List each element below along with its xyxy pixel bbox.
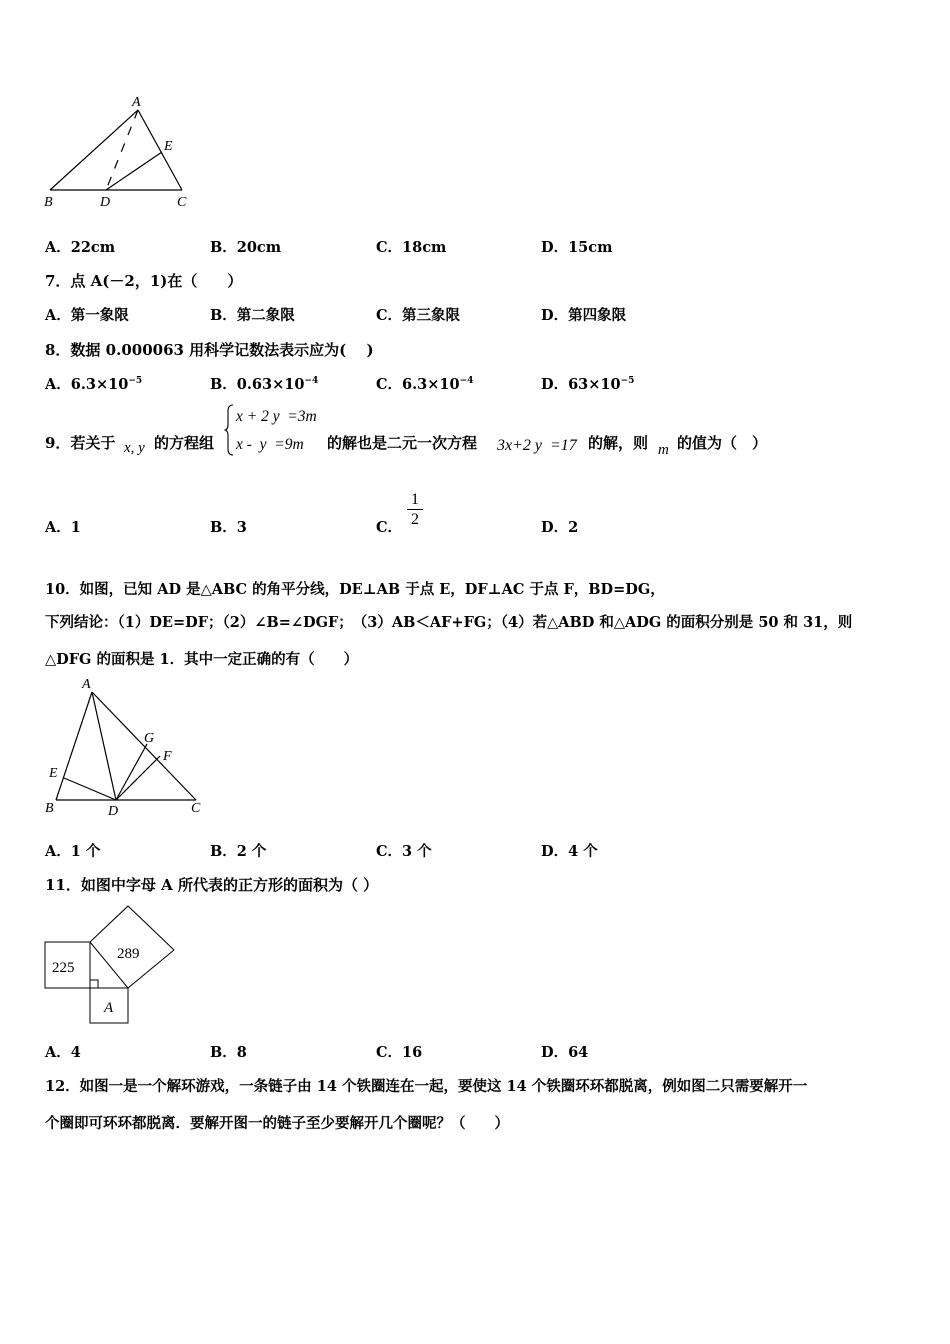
q7-option-c: C．第三象限 [376, 307, 461, 324]
q6-option-c: C．18cm [376, 239, 447, 256]
q8-option-c-letter: C． [376, 376, 403, 393]
q9-option-d: D．2 [541, 519, 579, 536]
q11-label-225: 225 [52, 960, 75, 976]
q10-option-b: B．2 个 [210, 843, 267, 860]
q10-option-c: C．3 个 [376, 843, 432, 860]
q9-equation-1: x + 2 y =3m [236, 408, 317, 425]
q11-option-a: A．4 [45, 1044, 81, 1061]
q11-option-d: D．64 [541, 1044, 589, 1061]
q6-label-e: E [164, 139, 173, 154]
q10-label-c: C [191, 801, 201, 816]
q10-segment-dg [116, 744, 147, 800]
q8-option-a-exp: −5 [128, 376, 143, 386]
q8-option-a-letter: A． [45, 376, 71, 393]
q11-label-289: 289 [117, 946, 140, 962]
q9-vars: x, y [124, 440, 145, 456]
q6-label-b: B [44, 195, 53, 210]
q11-stem: 11．如图中字母 A 所代表的正方形的面积为（ ） [45, 876, 379, 894]
q6-label-a: A [132, 95, 141, 110]
q9-mid3: 的解，则 [588, 434, 649, 452]
q10-label-f: F [163, 749, 172, 764]
q12-line-1: 12．如图一是一个解环游戏，一条链子由 14 个铁圈连在一起，要使这 14 个铁圈环环都脱离，例如图二只需要解开一 [45, 1078, 808, 1095]
q8-option-d-base: 63×10 [568, 376, 621, 393]
q9-mid2: 的解也是二元一次方程 [327, 434, 478, 452]
q8-option-c [376, 373, 473, 394]
q10-side-ab [56, 692, 92, 800]
q10-line-1: 10．如图，已知 AD 是△ABC 的角平分线，DE⊥AB 于点 E，DF⊥AC 于点 F，BD=DG， [45, 581, 665, 598]
q9-fraction-denominator: 2 [411, 511, 419, 528]
q8-option-a [45, 373, 142, 394]
q8-option-d-exp: −5 [620, 376, 635, 386]
q10-label-b: B [45, 801, 54, 816]
q11-option-c: C．16 [376, 1044, 423, 1061]
q6-option-a: A．22cm [45, 239, 116, 256]
q9-prefix: 9．若关于 [45, 434, 116, 452]
q10-triangle-figure [40, 672, 215, 822]
q11-squares-figure [40, 900, 190, 1030]
q9-var-m: m [658, 442, 669, 458]
q6-option-b: B．20cm [210, 239, 282, 256]
q10-segment-ad [92, 692, 116, 800]
q9-option-b: B．3 [210, 519, 247, 536]
q8-option-b-letter: B． [210, 376, 237, 393]
q9-equation-2: x - y =9m [236, 436, 304, 453]
q10-segment-df [116, 756, 160, 800]
q7-option-a: A．第一象限 [45, 307, 129, 324]
q6-option-d: D．15cm [541, 239, 613, 256]
q10-line-2: 下列结论：（1）DE=DF；（2）∠B=∠DGF； （3）AB＜AF+FG；（4）若△ABD 和△ADG 的面积分别是 50 和 31，则 [45, 614, 853, 631]
q8-stem: 8．数据 0.000063 用科学记数法表示应为( ) [45, 341, 374, 359]
q6-side-ac [138, 110, 182, 190]
q10-label-d: D [108, 804, 119, 819]
q10-segment-de [64, 778, 116, 800]
q6-triangle-figure [40, 92, 200, 217]
q10-option-a: A．1 个 [45, 843, 101, 860]
q9-mid1: 的方程组 [154, 434, 215, 452]
q8-option-c-base: 6.3×10 [402, 376, 460, 393]
q8-option-b-base: 0.63×10 [236, 376, 305, 393]
q10-label-a: A [82, 677, 91, 692]
q10-option-d: D．4 个 [541, 843, 598, 860]
q7-option-b: B．第二象限 [210, 307, 295, 324]
q9-option-c: C． [376, 519, 403, 536]
q10-side-ac [92, 692, 196, 800]
q8-option-a-base: 6.3×10 [70, 376, 129, 393]
q9-option-c-fraction [407, 490, 423, 529]
q8-option-b-exp: −4 [304, 376, 319, 386]
q11-option-b: B．8 [210, 1044, 247, 1061]
q10-label-g: G [144, 731, 155, 746]
q6-dashed-ad [106, 110, 138, 190]
q6-segment-de [106, 152, 162, 190]
q8-option-d-letter: D． [541, 376, 569, 393]
q8-option-c-exp: −4 [459, 376, 474, 386]
q9-system-brace [224, 404, 234, 456]
q12-line-2: 个圈即可环环都脱离．要解开图一的链子至少要解开几个圈呢？（ ） [45, 1115, 509, 1132]
q6-side-ab [50, 110, 138, 190]
q6-label-d: D [100, 195, 111, 210]
q7-stem: 7．点 A(－2，1)在（ ） [45, 272, 243, 290]
q7-option-d: D．第四象限 [541, 307, 627, 324]
q9-fraction-numerator: 1 [411, 491, 419, 508]
q8-option-d [541, 373, 634, 394]
q9-equation-3: 3x+2 y =17 [497, 437, 577, 454]
q10-label-e: E [49, 766, 58, 781]
q8-option-b [210, 373, 318, 394]
q9-option-a: A．1 [45, 519, 81, 536]
q10-line-3: △DFG 的面积是 1．其中一定正确的有（ ） [45, 651, 359, 668]
q9-suffix: 的值为（ ） [677, 434, 768, 452]
q11-right-angle-mark [90, 980, 98, 988]
q6-label-c: C [177, 195, 187, 210]
q11-label-a: A [104, 1000, 114, 1016]
